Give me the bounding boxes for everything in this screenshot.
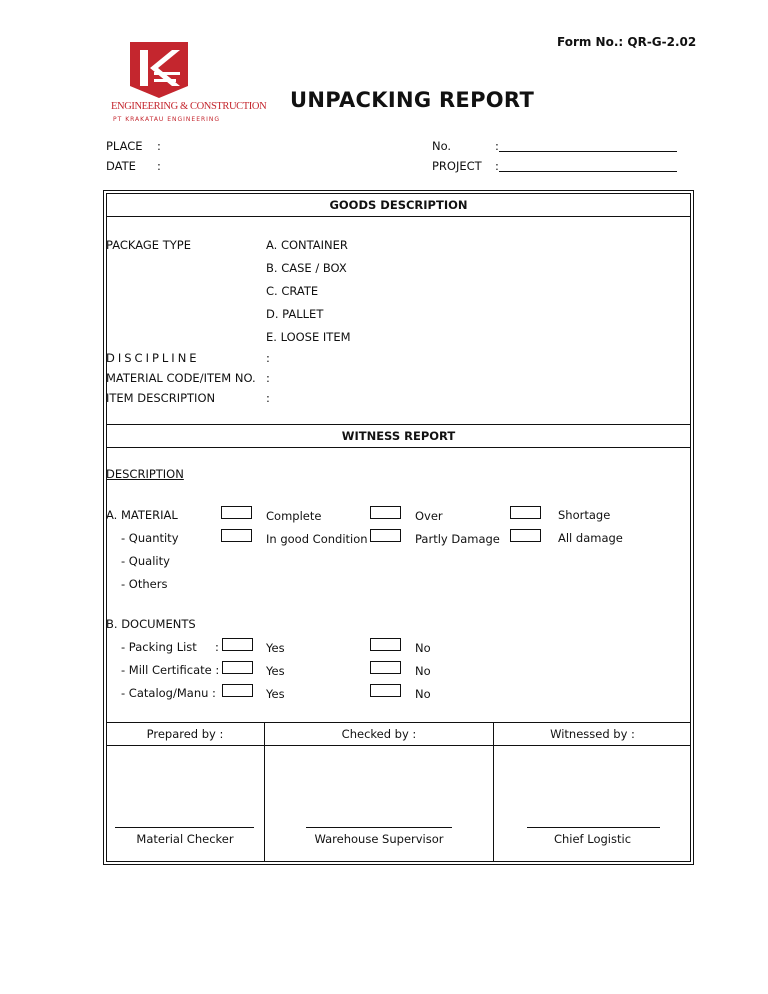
description-label: DESCRIPTION [106, 467, 184, 481]
over-checkbox[interactable] [370, 506, 401, 519]
company-logo [128, 42, 190, 98]
no-colon: : [495, 139, 499, 153]
package-type-option: E. LOOSE ITEM [266, 330, 351, 344]
project-field[interactable] [499, 171, 677, 172]
partly-damage-label: Partly Damage [415, 532, 500, 546]
all-damage-label: All damage [558, 531, 623, 545]
divider [106, 216, 691, 217]
complete-checkbox[interactable] [221, 506, 252, 519]
logo-subtext: PT KRAKATAU ENGINEERING [113, 116, 221, 123]
package-type-option: C. CRATE [266, 284, 319, 298]
no-field[interactable] [499, 151, 677, 152]
catalog-label: - Catalog/Manu : [121, 686, 216, 700]
catalog-no-checkbox[interactable] [370, 684, 401, 697]
prepared-signature-line[interactable] [115, 827, 254, 828]
material-code-colon: : [266, 371, 270, 385]
all-damage-checkbox[interactable] [510, 529, 541, 542]
checked-role: Warehouse Supervisor [314, 832, 444, 846]
mill-certificate-label: - Mill Certificate : [121, 663, 220, 677]
item-description-label: ITEM DESCRIPTION [106, 391, 216, 405]
prepared-by-label: Prepared by : [146, 727, 224, 741]
material-label: A. MATERIAL [106, 508, 178, 522]
divider [106, 424, 691, 425]
date-colon: : [157, 159, 161, 173]
prepared-role: Material Checker [136, 832, 234, 846]
project-label: PROJECT [432, 159, 482, 173]
yes-label: Yes [266, 641, 285, 655]
packing-list-label: - Packing List [121, 640, 197, 654]
packing-list-yes-checkbox[interactable] [222, 638, 253, 651]
yes-label: Yes [266, 687, 285, 701]
mill-certificate-no-checkbox[interactable] [370, 661, 401, 674]
documents-label: B. DOCUMENTS [106, 617, 196, 631]
form-frame-inner [106, 193, 691, 862]
witnessed-signature-line[interactable] [527, 827, 660, 828]
logo-mark-icon [128, 42, 190, 98]
material-code-label: MATERIAL CODE/ITEM NO. [106, 371, 256, 385]
divider [106, 447, 691, 448]
no-label: No. [432, 139, 452, 153]
catalog-yes-checkbox[interactable] [222, 684, 253, 697]
logo-text: ENGINEERING & CONSTRUCTION [111, 101, 267, 112]
shortage-checkbox[interactable] [510, 506, 541, 519]
yes-label: Yes [266, 664, 285, 678]
witness-report-title: WITNESS REPORT [341, 429, 456, 443]
over-label: Over [415, 509, 443, 523]
quality-label: - Quality [121, 554, 170, 568]
place-label: PLACE [106, 139, 143, 153]
form-number: Form No.: QR-G-2.02 [557, 35, 697, 49]
package-type-label: PACKAGE TYPE [106, 238, 191, 252]
quantity-label: - Quantity [121, 531, 179, 545]
checked-signature-line[interactable] [306, 827, 452, 828]
witnessed-by-label: Witnessed by : [550, 727, 635, 741]
witnessed-role: Chief Logistic [553, 832, 632, 846]
checked-by-label: Checked by : [341, 727, 417, 741]
good-condition-label: In good Condition [266, 532, 368, 546]
no-option-label: No [415, 641, 431, 655]
divider [106, 745, 691, 746]
packing-list-no-checkbox[interactable] [370, 638, 401, 651]
good-condition-checkbox[interactable] [221, 529, 252, 542]
others-label: - Others [121, 577, 168, 591]
date-label: DATE [106, 159, 136, 173]
place-colon: : [157, 139, 161, 153]
packing-list-colon: : [215, 640, 219, 654]
mill-certificate-yes-checkbox[interactable] [222, 661, 253, 674]
divider [106, 722, 691, 723]
shortage-label: Shortage [558, 508, 611, 522]
project-colon: : [495, 159, 499, 173]
no-option-label: No [415, 664, 431, 678]
page-title: UNPACKING REPORT [290, 88, 535, 112]
goods-description-title: GOODS DESCRIPTION [329, 198, 468, 212]
complete-label: Complete [266, 509, 322, 523]
package-type-option: D. PALLET [266, 307, 324, 321]
discipline-label: DISCIPLINE [106, 351, 200, 365]
package-type-option: A. CONTAINER [266, 238, 348, 252]
discipline-colon: : [266, 351, 270, 365]
partly-damage-checkbox[interactable] [370, 529, 401, 542]
package-type-option: B. CASE / BOX [266, 261, 347, 275]
item-description-colon: : [266, 391, 270, 405]
no-option-label: No [415, 687, 431, 701]
